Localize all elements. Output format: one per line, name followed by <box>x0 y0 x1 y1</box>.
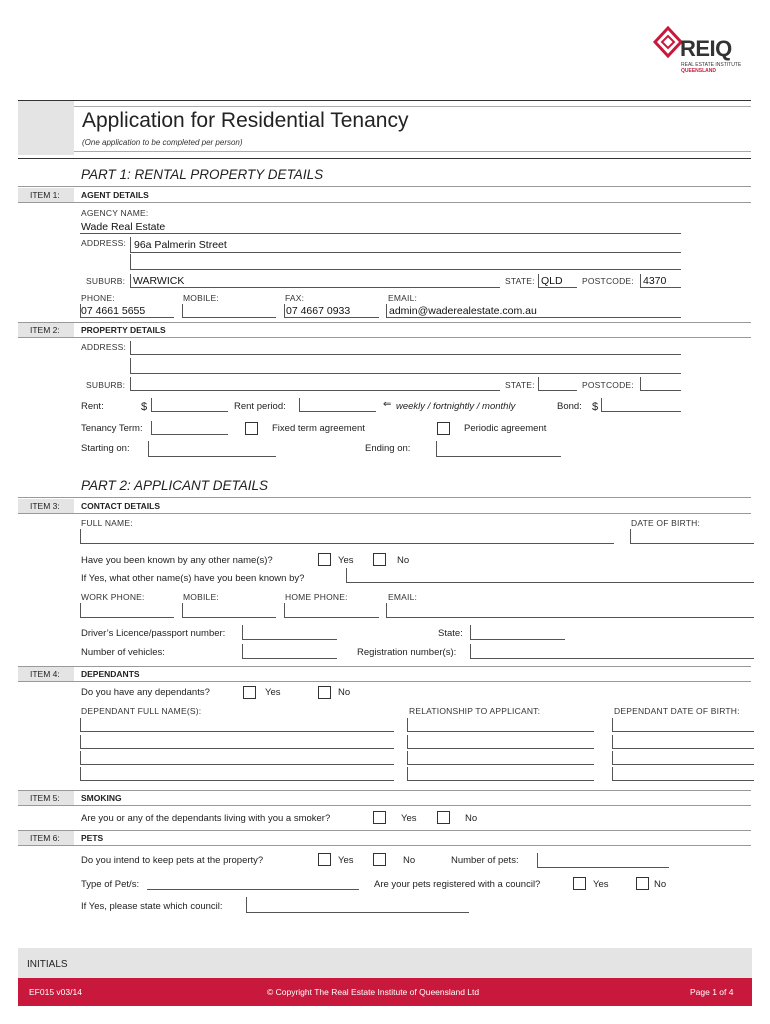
agent-phone-value: 07 4661 5655 <box>81 305 146 317</box>
item3-rule <box>18 513 751 514</box>
title-left-panel <box>18 100 74 155</box>
registered-yes-checkbox[interactable] <box>573 877 586 890</box>
dependant-dob-field[interactable] <box>612 751 754 765</box>
smoking-no-checkbox[interactable] <box>437 811 450 824</box>
rent-field[interactable] <box>151 398 228 412</box>
footer-code: EF015 v03/14 <box>29 987 82 997</box>
pets-registered-question: Are your pets registered with a council? <box>374 879 541 890</box>
property-state-label: STATE: <box>505 380 535 390</box>
dependant-dob-header: DEPENDANT DATE OF BIRTH: <box>614 706 740 716</box>
fixed-term-checkbox[interactable] <box>245 422 258 435</box>
dependant-names-header: DEPENDANT FULL NAME(S): <box>81 706 202 716</box>
fixed-term-label: Fixed term agreement <box>272 423 365 434</box>
dependants-question: Do you have any dependants? <box>81 687 210 698</box>
email-field[interactable] <box>386 603 754 618</box>
agent-suburb-label: SUBURB: <box>86 276 126 286</box>
pets-yes-label: Yes <box>338 855 354 866</box>
agent-email-label: EMAIL: <box>388 293 418 303</box>
title-bottom-rule2 <box>18 158 751 159</box>
periodic-checkbox[interactable] <box>437 422 450 435</box>
contact-details-heading: CONTACT DETAILS <box>81 501 161 511</box>
dependant-dob-field[interactable] <box>612 718 754 732</box>
page-title: Application for Residential Tenancy <box>82 109 409 132</box>
home-phone-label: HOME PHONE: <box>285 592 348 602</box>
relationship-header: RELATIONSHIP TO APPLICANT: <box>409 706 541 716</box>
tenancy-term-label: Tenancy Term: <box>81 423 143 434</box>
pet-type-label: Type of Pet/s: <box>81 879 140 890</box>
arrow-left-icon: ⇐ <box>383 399 392 410</box>
agency-name-value: Wade Real Estate <box>81 221 166 233</box>
item6-rule <box>18 845 751 846</box>
periodic-label: Periodic agreement <box>464 423 547 434</box>
item1-label: ITEM 1: <box>30 190 60 200</box>
rent-dollar: $ <box>141 401 148 413</box>
item6-label: ITEM 6: <box>30 833 60 843</box>
initials-label: INITIALS <box>27 959 68 970</box>
item5-top-rule <box>18 790 751 791</box>
dependant-name-field[interactable] <box>80 767 394 781</box>
agent-postcode-label: POSTCODE: <box>582 276 634 286</box>
part1-rule <box>18 186 751 187</box>
relationship-field[interactable] <box>407 751 594 765</box>
agent-mobile-field[interactable] <box>182 304 276 318</box>
agent-details-heading: AGENT DETAILS <box>81 190 149 200</box>
dependants-heading: DEPENDANTS <box>81 669 140 679</box>
property-suburb-field[interactable] <box>130 377 500 391</box>
item4-label: ITEM 4: <box>30 669 60 679</box>
rent-period-label: Rent period: <box>234 401 286 412</box>
relationship-field[interactable] <box>407 718 594 732</box>
other-names-no-label: No <box>397 555 410 566</box>
title-top-rule <box>18 100 751 101</box>
relationship-field[interactable] <box>407 767 594 781</box>
dependant-name-field[interactable] <box>80 718 394 732</box>
page-subtitle: (One application to be completed per person) <box>82 138 243 147</box>
agent-phone-label: PHONE: <box>81 293 115 303</box>
item3-label: ITEM 3: <box>30 501 60 511</box>
item1-rule <box>18 202 751 203</box>
work-phone-field[interactable] <box>80 603 174 618</box>
rent-period-options: weekly / fortnightly / monthly <box>396 401 516 412</box>
bond-dollar: $ <box>592 401 599 413</box>
licence-field[interactable] <box>242 625 337 640</box>
starting-on-label: Starting on: <box>81 443 130 454</box>
title-bottom-rule <box>74 151 751 152</box>
part2-title: PART 2: APPLICANT DETAILS <box>81 478 269 493</box>
title-top-rule2 <box>74 106 751 107</box>
dependants-yes-label: Yes <box>265 687 281 698</box>
initials-bar <box>18 948 752 978</box>
dob-field[interactable] <box>630 529 754 544</box>
dependant-name-field[interactable] <box>80 735 394 749</box>
home-phone-field[interactable] <box>284 603 379 618</box>
other-names-field[interactable] <box>346 568 754 583</box>
footer-copyright: © Copyright The Real Estate Institute of Queensland Ltd <box>267 987 480 997</box>
item5-label: ITEM 5: <box>30 793 60 803</box>
ending-on-field[interactable] <box>436 441 561 457</box>
rent-period-field[interactable] <box>299 398 376 412</box>
property-details-heading: PROPERTY DETAILS <box>81 325 166 335</box>
licence-state-field[interactable] <box>470 625 565 640</box>
council-field[interactable] <box>246 897 469 913</box>
agent-suburb-value: WARWICK <box>133 275 185 287</box>
mobile-field[interactable] <box>182 603 276 618</box>
smoking-no-label: No <box>465 813 478 824</box>
email-label: EMAIL: <box>388 592 418 602</box>
agent-fax-value: 07 4667 0933 <box>286 305 351 317</box>
pets-yes-checkbox[interactable] <box>318 853 331 866</box>
agent-state-value: QLD <box>541 275 563 287</box>
dependant-dob-field[interactable] <box>612 767 754 781</box>
item4-top-rule <box>18 666 751 667</box>
relationship-field[interactable] <box>407 735 594 749</box>
vehicles-field[interactable] <box>242 644 337 659</box>
reiq-logo <box>650 24 750 84</box>
agent-fax-label: FAX: <box>285 293 305 303</box>
part1-title: PART 1: RENTAL PROPERTY DETAILS <box>81 167 324 182</box>
smoking-yes-label: Yes <box>401 813 417 824</box>
registered-no-label: No <box>654 879 667 890</box>
part2-rule <box>18 497 751 498</box>
property-state-field[interactable] <box>538 377 577 391</box>
registered-yes-label: Yes <box>593 879 609 890</box>
council-label: If Yes, please state which council: <box>81 901 223 912</box>
dependants-no-label: No <box>338 687 351 698</box>
vehicles-label: Number of vehicles: <box>81 647 165 658</box>
agency-name-field[interactable] <box>80 220 681 234</box>
logo-sub1: REAL ESTATE INSTITUTE <box>681 62 742 68</box>
ending-on-label: Ending on: <box>365 443 411 454</box>
dependant-dob-field[interactable] <box>612 735 754 749</box>
property-suburb-label: SUBURB: <box>86 380 126 390</box>
other-names-question: Have you been known by any other name(s)? <box>81 555 273 566</box>
property-postcode-field[interactable] <box>640 377 681 391</box>
licence-state-label: State: <box>438 628 463 639</box>
item2-label: ITEM 2: <box>30 325 60 335</box>
pets-no-checkbox[interactable] <box>373 853 386 866</box>
smoking-yes-checkbox[interactable] <box>373 811 386 824</box>
item2-top-rule <box>18 322 751 323</box>
pets-no-label: No <box>403 855 416 866</box>
full-name-label: FULL NAME: <box>81 518 133 528</box>
item6-top-rule <box>18 830 751 831</box>
item5-rule <box>18 805 751 806</box>
num-pets-label: Number of pets: <box>451 855 519 866</box>
property-postcode-label: POSTCODE: <box>582 380 634 390</box>
registration-label: Registration number(s): <box>357 647 457 658</box>
footer-page: Page 1 of 4 <box>690 987 734 997</box>
property-address-label: ADDRESS: <box>81 342 127 352</box>
agent-suburb-field[interactable] <box>130 274 500 288</box>
pet-type-field[interactable] <box>147 876 359 890</box>
smoking-question: Are you or any of the dependants living with you a smoker? <box>81 813 331 824</box>
dependants-yes-checkbox[interactable] <box>243 686 256 699</box>
dob-label: DATE OF BIRTH: <box>631 518 701 528</box>
licence-label: Driver’s Licence/passport number: <box>81 628 226 639</box>
agent-address-field-2[interactable] <box>130 254 681 270</box>
agency-name-label: AGENCY NAME: <box>81 208 149 218</box>
pets-heading: PETS <box>81 833 104 843</box>
dependants-no-checkbox[interactable] <box>318 686 331 699</box>
bond-field[interactable] <box>601 398 681 412</box>
dependant-name-field[interactable] <box>80 751 394 765</box>
rent-label: Rent: <box>81 401 104 412</box>
pets-question: Do you intend to keep pets at the property? <box>81 855 264 866</box>
starting-on-field[interactable] <box>148 441 276 457</box>
agent-address-value: 96a Palmerin Street <box>134 239 227 251</box>
other-names-yes-checkbox[interactable] <box>318 553 331 566</box>
agent-address-label: ADDRESS: <box>81 238 127 248</box>
smoking-heading: SMOKING <box>81 793 122 803</box>
tenancy-term-field[interactable] <box>151 421 228 435</box>
work-phone-label: WORK PHONE: <box>81 592 145 602</box>
mobile-label: MOBILE: <box>183 592 219 602</box>
item4-rule <box>18 681 751 682</box>
full-name-field[interactable] <box>80 529 614 544</box>
registration-field[interactable] <box>470 644 754 659</box>
agent-mobile-label: MOBILE: <box>183 293 219 303</box>
num-pets-field[interactable] <box>537 853 669 868</box>
property-address-field[interactable] <box>130 341 681 355</box>
property-address-field-2[interactable] <box>130 358 681 374</box>
registered-no-checkbox[interactable] <box>636 877 649 890</box>
item2-rule <box>18 337 751 338</box>
other-names-followup: If Yes, what other name(s) have you been known by? <box>81 573 305 584</box>
bond-label: Bond: <box>557 401 582 412</box>
other-names-no-checkbox[interactable] <box>373 553 386 566</box>
other-names-yes-label: Yes <box>338 555 354 566</box>
logo-sub2: QUEENSLAND <box>681 68 717 74</box>
logo-wordmark: REIQ <box>680 36 732 61</box>
agent-email-value: admin@waderealestate.com.au <box>389 305 537 317</box>
agent-postcode-value: 4370 <box>643 275 667 287</box>
agent-state-label: STATE: <box>505 276 535 286</box>
